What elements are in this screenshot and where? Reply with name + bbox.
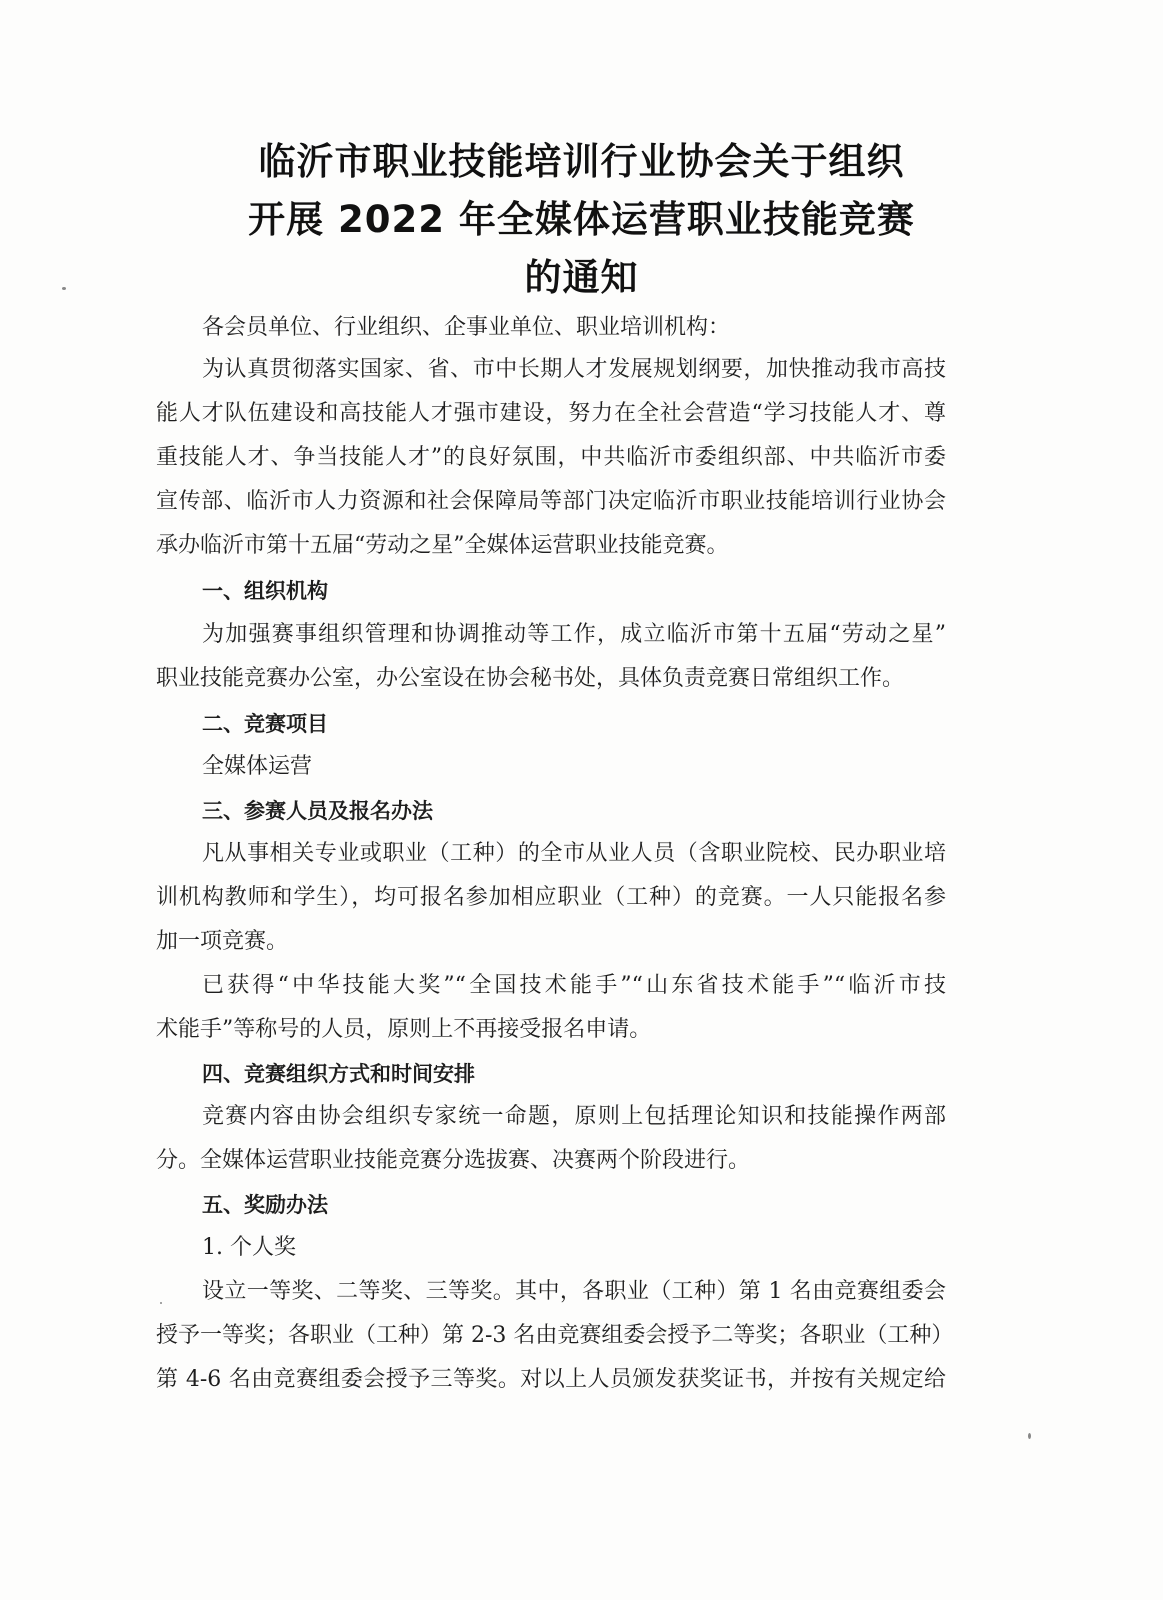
title-line-1: 临沂市职业技能培训行业协会关于组织 <box>258 140 905 183</box>
paragraph-line: 加一项竞赛。 <box>156 929 289 954</box>
paragraph-line: 能人才队伍建设和高技能人才强市建设，努力在全社会营造“学习技能人才、尊 <box>156 401 946 426</box>
paragraph-line: 凡从事相关专业或职业（工种）的全市从业人员（含职业院校、民办职业培 <box>202 841 946 866</box>
paragraph-line: 重技能人才、争当技能人才”的良好氛围，中共临沂市委组织部、中共临沂市委 <box>156 445 946 470</box>
section-heading-5: 五、奖励办法 <box>202 1193 328 1217</box>
section-heading-3: 三、参赛人员及报名办法 <box>202 799 433 823</box>
subsection-heading: 1. 个人奖 <box>202 1235 296 1260</box>
paragraph-line: 全媒体运营 <box>202 754 313 779</box>
paragraph-line: 第 4-6 名由竞赛组委会授予三等奖。对以上人员颁发获奖证书，并按有关规定给 <box>156 1367 946 1392</box>
paragraph-line: 训机构教师和学生），均可报名参加相应职业（工种）的竞赛。一人只能报名参 <box>156 885 946 910</box>
paragraph-line: 职业技能竞赛办公室，办公室设在协会秘书处，具体负责竞赛日常组织工作。 <box>156 666 905 691</box>
scan-speck <box>160 1302 162 1304</box>
section-heading-4: 四、竞赛组织方式和时间安排 <box>202 1062 475 1086</box>
paragraph-line: 已获得“中华技能大奖”“全国技术能手”“山东省技术能手”“临沂市技 <box>202 973 946 998</box>
paragraph-line: 宣传部、临沂市人力资源和社会保障局等部门决定临沂市职业技能培训行业协会 <box>156 489 946 514</box>
section-heading-1: 一、组织机构 <box>202 579 328 603</box>
paragraph-line: 承办临沂市第十五届“劳动之星”全媒体运营职业技能竞赛。 <box>156 533 729 558</box>
paragraph-line: 分。全媒体运营职业技能竞赛分选拔赛、决赛两个阶段进行。 <box>156 1148 751 1173</box>
paragraph-line: 设立一等奖、二等奖、三等奖。其中，各职业（工种）第 1 名由竞赛组委会 <box>202 1279 946 1304</box>
paragraph-line: 为认真贯彻落实国家、省、市中长期人才发展规划纲要，加快推动我市高技 <box>202 357 946 382</box>
paragraph-line: 授予一等奖；各职业（工种）第 2-3 名由竞赛组委会授予二等奖；各职业（工种） <box>156 1323 954 1348</box>
paragraph-line: 为加强赛事组织管理和协调推动等工作，成立临沂市第十五届“劳动之星” <box>202 622 946 647</box>
scan-speck <box>62 287 66 290</box>
paragraph-line: 术能手”等称号的人员，原则上不再接受报名申请。 <box>156 1017 652 1042</box>
salutation: 各会员单位、行业组织、企事业单位、职业培训机构： <box>202 315 731 340</box>
title-line-3: 的通知 <box>524 256 639 299</box>
title-line-2: 开展 2022 年全媒体运营职业技能竞赛 <box>248 198 915 241</box>
paragraph-line: 竞赛内容由协会组织专家统一命题，原则上包括理论知识和技能操作两部 <box>202 1104 946 1129</box>
scan-speck <box>1028 1433 1031 1439</box>
section-heading-2: 二、竞赛项目 <box>202 712 328 736</box>
